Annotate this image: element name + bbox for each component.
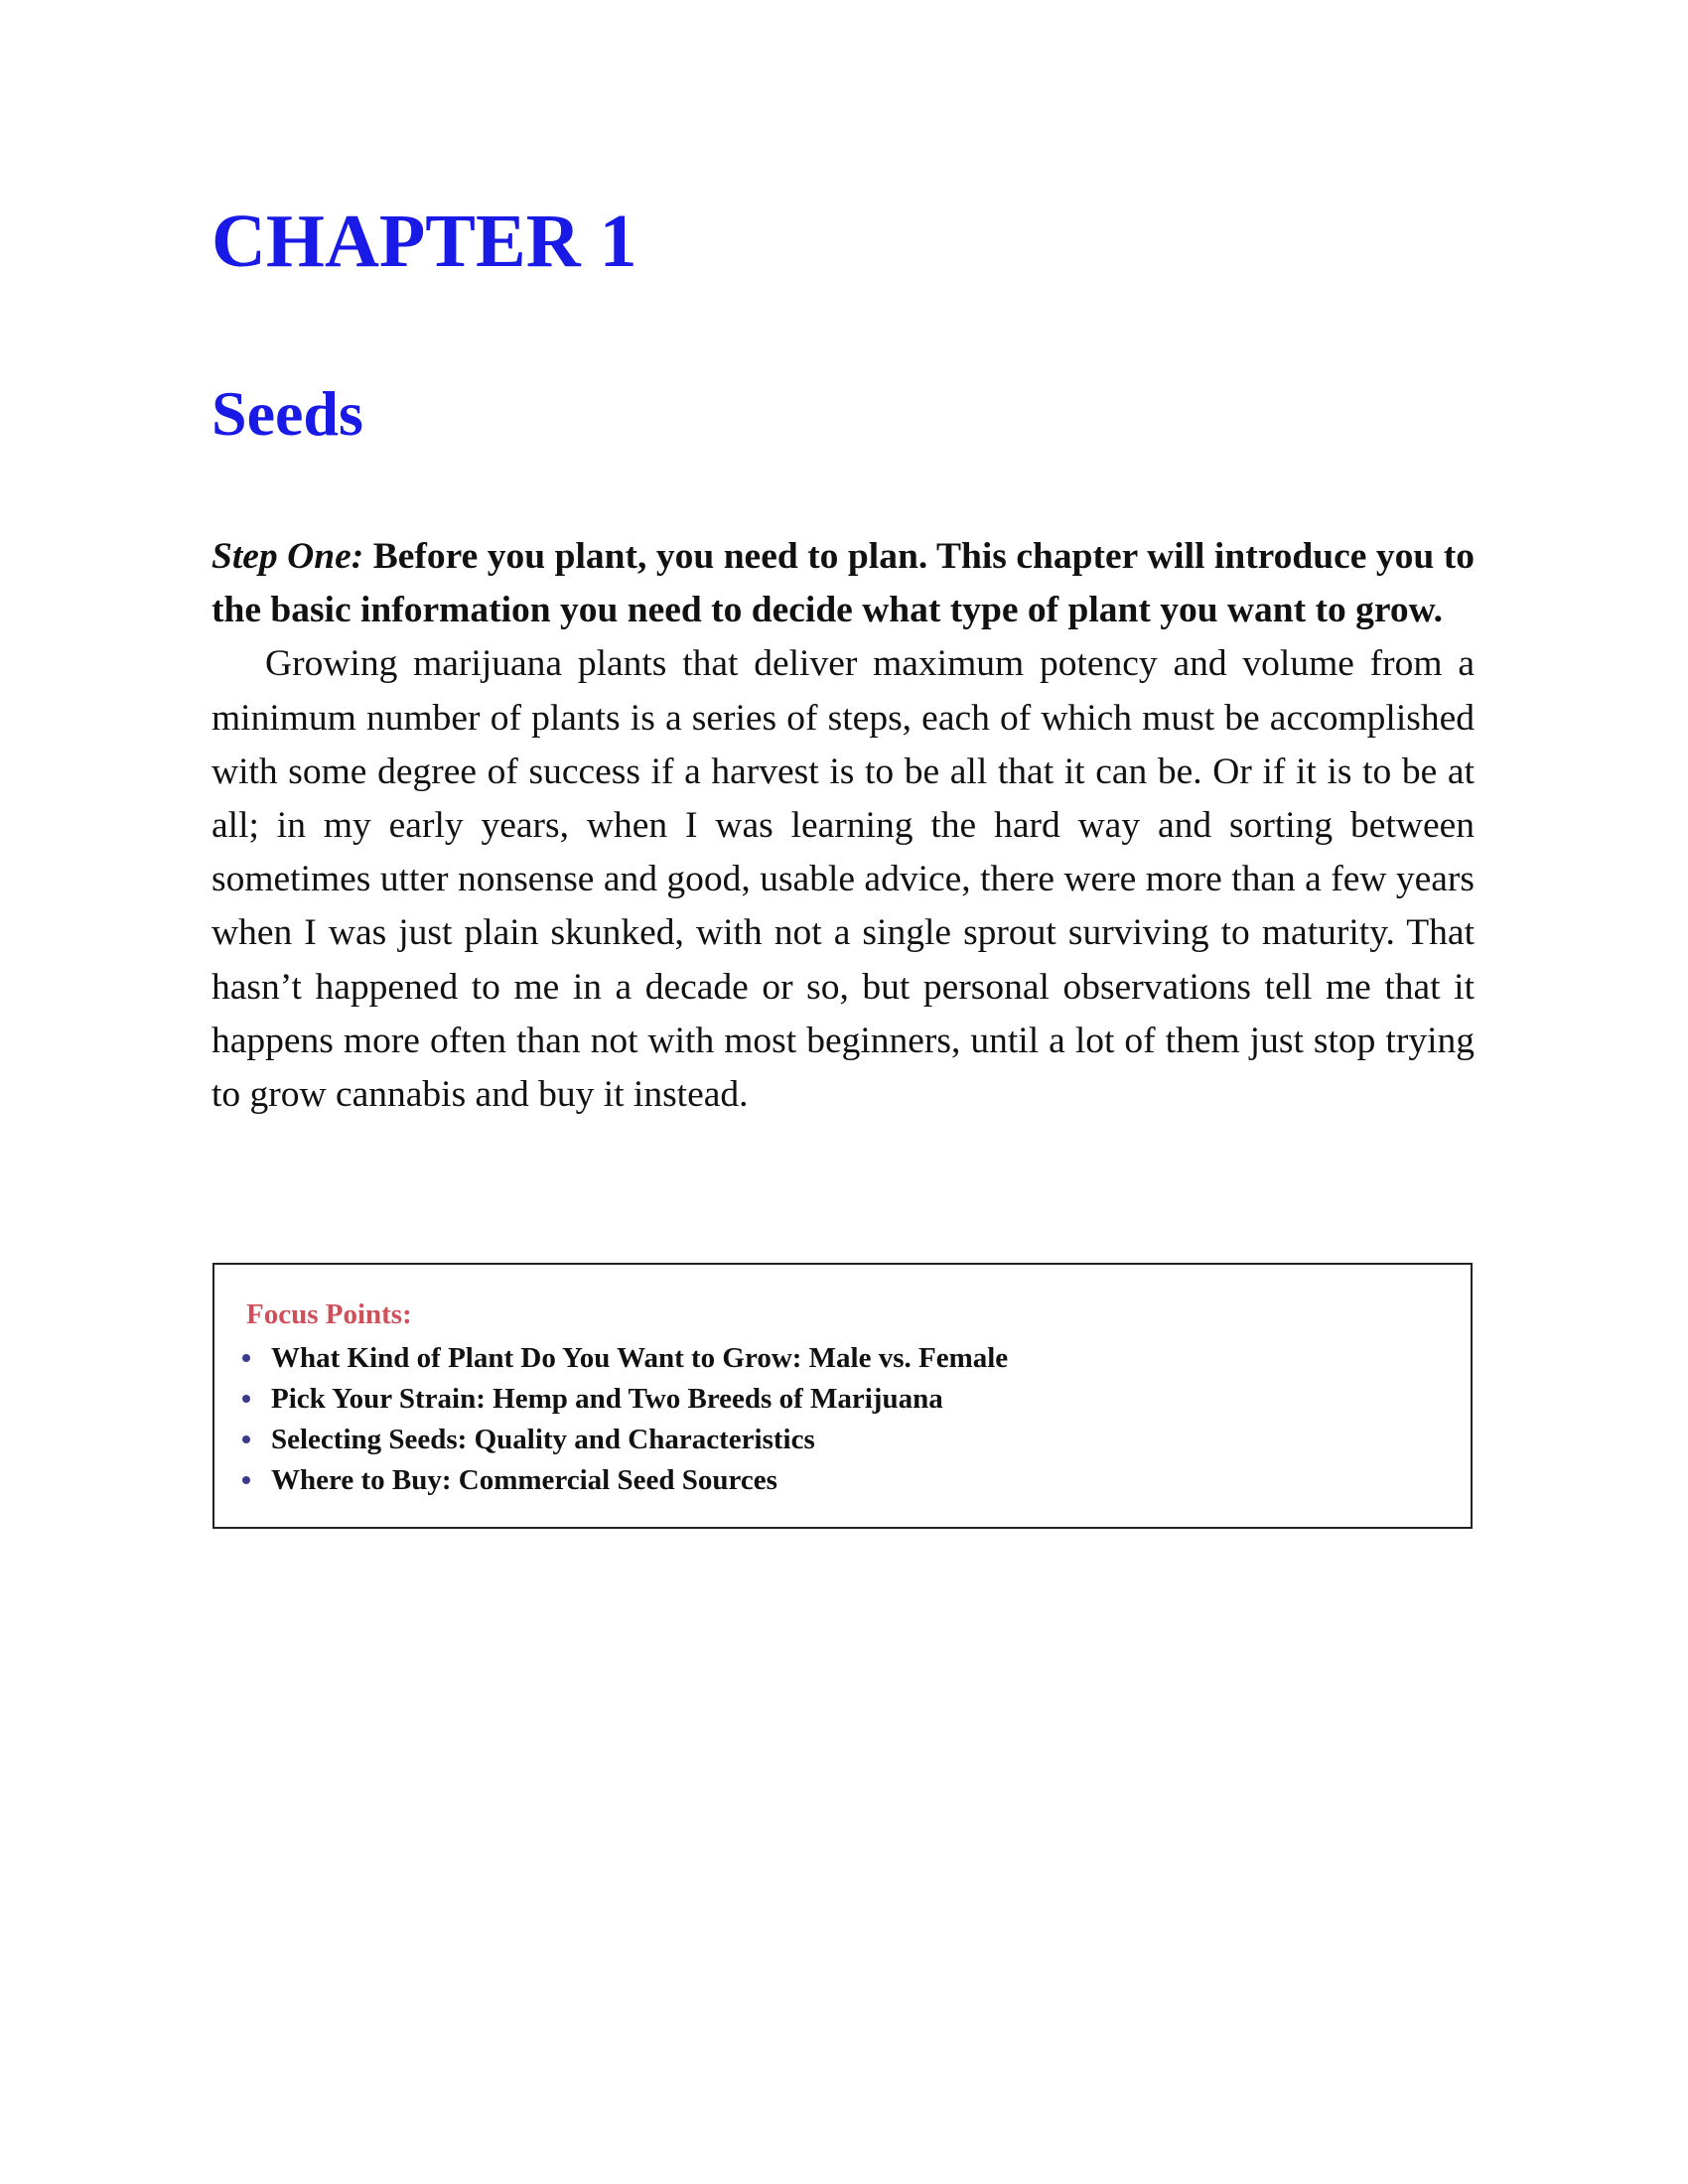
focus-points-title: Focus Points:: [246, 1298, 412, 1330]
focus-item-label: What Kind of Plant Do You Want to Grow: Male vs. Female: [271, 1342, 1009, 1374]
chapter-title: CHAPTER 1: [211, 200, 637, 283]
step-text: Before you plant, you need to plan. This chapter will introduce you to the basic information you need to decide what type of plant you want to grow.: [211, 536, 1475, 631]
bullet-icon: [242, 1395, 250, 1403]
step-label: Step One:: [211, 536, 364, 577]
focus-points-box: [212, 1263, 1473, 1529]
body-text: [211, 530, 1475, 1122]
list-item: [238, 1379, 1008, 1420]
list-item: [238, 1460, 1008, 1501]
focus-item-label: Where to Buy: Commercial Seed Sources: [271, 1464, 777, 1496]
step-paragraph: [211, 530, 1475, 637]
bullet-icon: [242, 1435, 250, 1443]
focus-points-list: [238, 1338, 1008, 1501]
list-item: [238, 1338, 1008, 1379]
section-title: Seeds: [211, 378, 363, 449]
intro-paragraph: Growing marijuana plants that deliver maximum potency and volume from a minimum number of plants is a series of steps, each of which must be accomplished with some degree of success if a harvest is to be all that it can be. Or if it is to be at all; in my early years, when I was learning the hard way and sorting between sometimes utter nonsense and good, usable advice, there were more than a few years when I was just plain skunked, with not a single sprout surviving to maturity. That hasn’t happened to me in a decade or so, but personal observations tell me that it happens more often than not with most beginners, until a lot of them just stop trying to grow cannabis and buy it instead.: [211, 643, 1475, 1116]
focus-item-label: Selecting Seeds: Quality and Characteristics: [271, 1424, 815, 1455]
bullet-icon: [242, 1354, 250, 1362]
focus-item-label: Pick Your Strain: Hemp and Two Breeds of Marijuana: [271, 1383, 943, 1415]
list-item: [238, 1420, 1008, 1460]
bullet-icon: [242, 1476, 250, 1484]
